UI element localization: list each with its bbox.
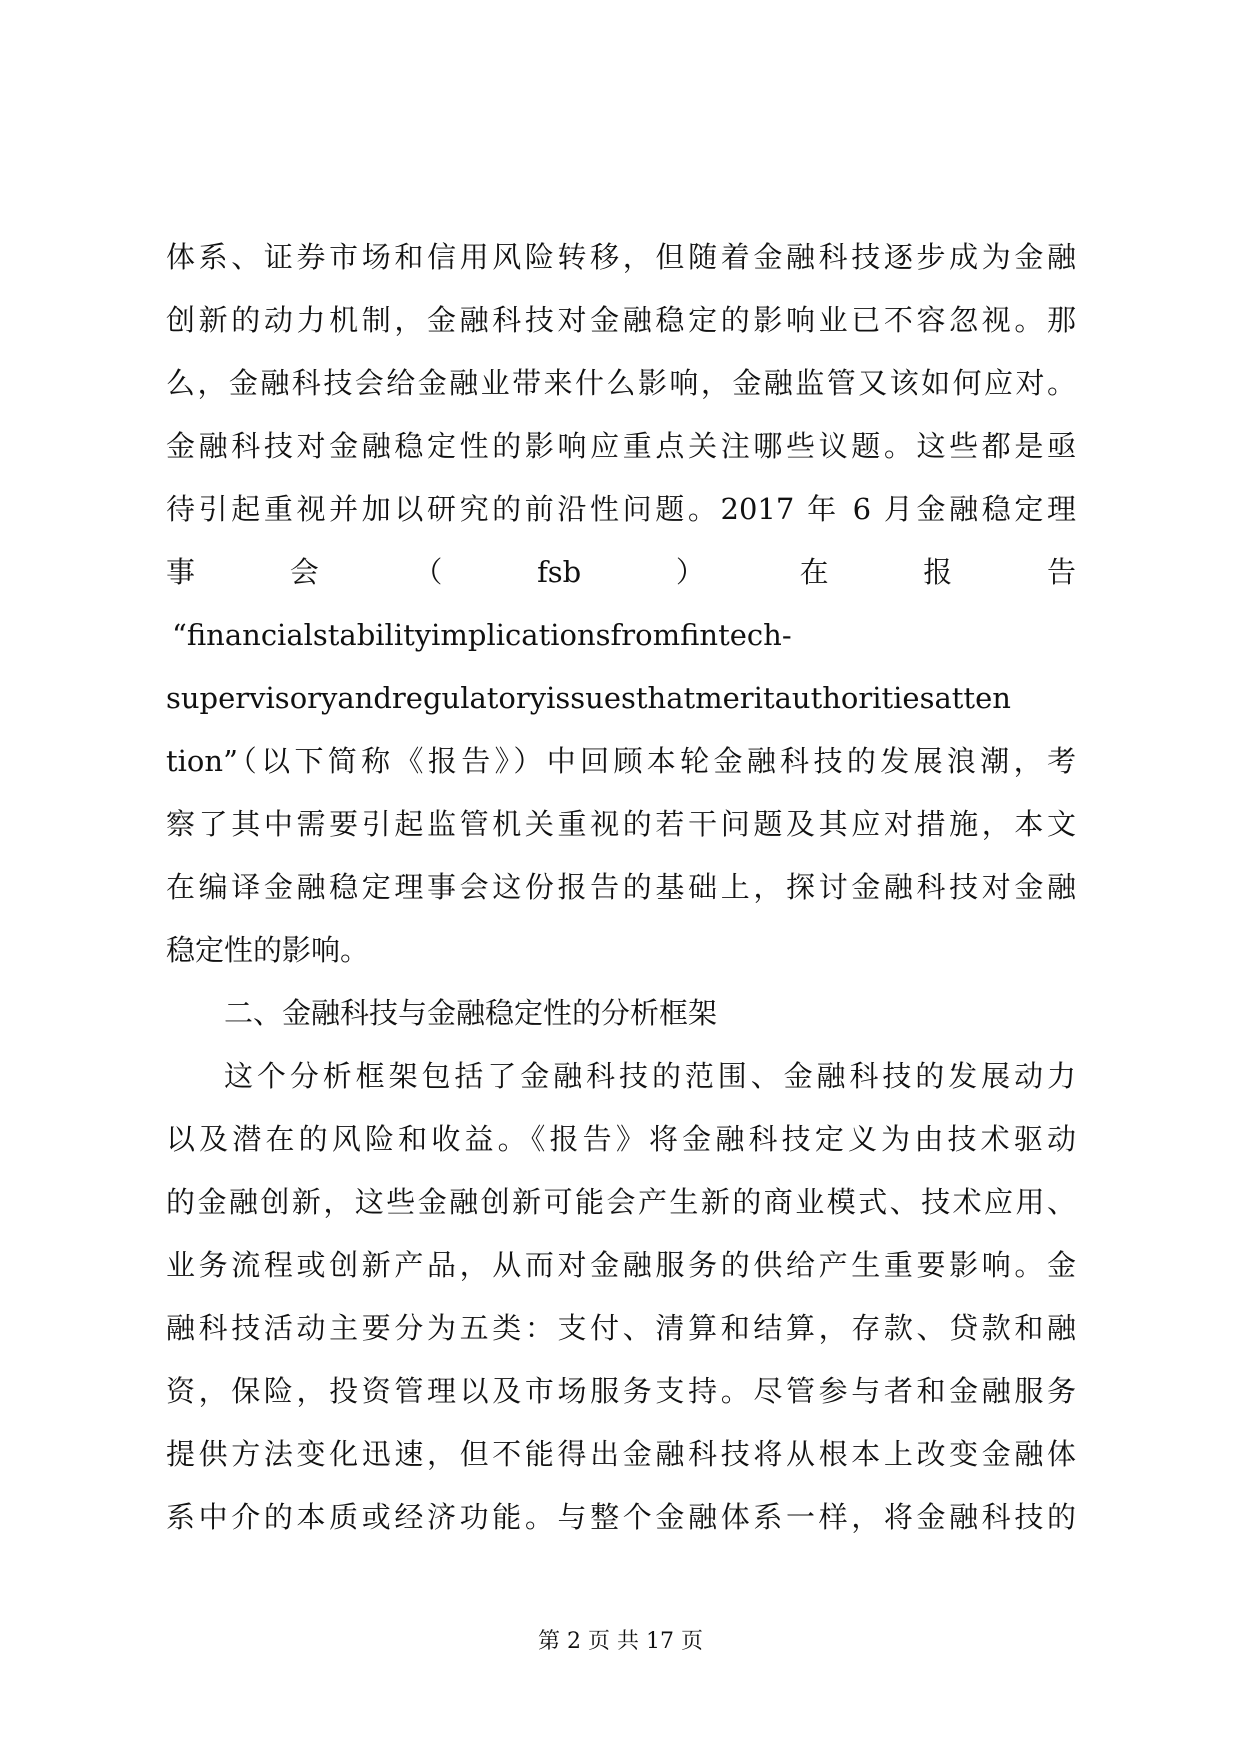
spread-char: ） (675, 555, 705, 589)
spread-char: 会 (289, 555, 319, 589)
text-line: 金融科技对金融稳定性的影响应重点关注哪些议题。这些都是亟 (166, 429, 1076, 463)
spread-char: 报 (923, 555, 953, 589)
text-line: 在编译金融稳定理事会这份报告的基础上，探讨金融科技对金融 (166, 870, 1076, 904)
spread-char: 告 (1046, 555, 1076, 589)
spread-text-line (166, 541, 1076, 604)
body-text (166, 226, 1076, 1549)
text-line: 系中介的本质或经济功能。与整个金融体系一样，将金融科技的 (166, 1500, 1076, 1534)
text-line: 创新的动力机制，金融科技对金融稳定的影响业已不容忽视。那 (166, 303, 1076, 337)
spread-char: 在 (799, 555, 829, 589)
text-line: 体系、证券市场和信用风险转移，但随着金融科技逐步成为金融 (166, 240, 1076, 274)
text-line: tion”（以下简称《报告》）中回顾本轮金融科技的发展浪潮，考 (166, 744, 1076, 778)
text-line: 融科技活动主要分为五类：支付、清算和结算，存款、贷款和融 (166, 1311, 1076, 1345)
text-line: 察了其中需要引起监管机关重视的若干问题及其应对措施，本文 (166, 807, 1076, 841)
text-line: 这个分析框架包括了金融科技的范围、金融科技的发展动力 (224, 1059, 1076, 1093)
text-line: 以及潜在的风险和收益。《报告》将金融科技定义为由技术驱动 (166, 1122, 1076, 1156)
text-line: 待引起重视并加以研究的前沿性问题。2017 年 6 月金融稳定理 (166, 492, 1076, 526)
section-heading: 二、金融科技与金融稳定性的分析框架 (224, 996, 718, 1030)
text-line: 稳定性的影响。 (166, 933, 370, 967)
text-line: 的金融创新，这些金融创新可能会产生新的商业模式、技术应用、 (166, 1185, 1076, 1219)
text-line: 资，保险，投资管理以及市场服务支持。尽管参与者和金融服务 (166, 1374, 1076, 1408)
text-line: 提供方法变化迅速，但不能得出金融科技将从根本上改变金融体 (166, 1437, 1076, 1471)
text-line: “financialstabilityimplicationsfromfintech- (172, 618, 792, 652)
page-number-footer: 第 2 页 共 17 页 (538, 1629, 703, 1654)
text-line: 么，金融科技会给金融业带来什么影响，金融监管又该如何应对。 (166, 366, 1076, 400)
text-line: 业务流程或创新产品，从而对金融服务的供给产生重要影响。金 (166, 1248, 1076, 1282)
spread-char: 事 (166, 555, 196, 589)
text-line: supervisoryandregulatoryissuesthatmeritauthoritiesatten (166, 681, 1011, 715)
spread-char: fsb (537, 555, 582, 589)
spread-char: （ (413, 555, 443, 589)
